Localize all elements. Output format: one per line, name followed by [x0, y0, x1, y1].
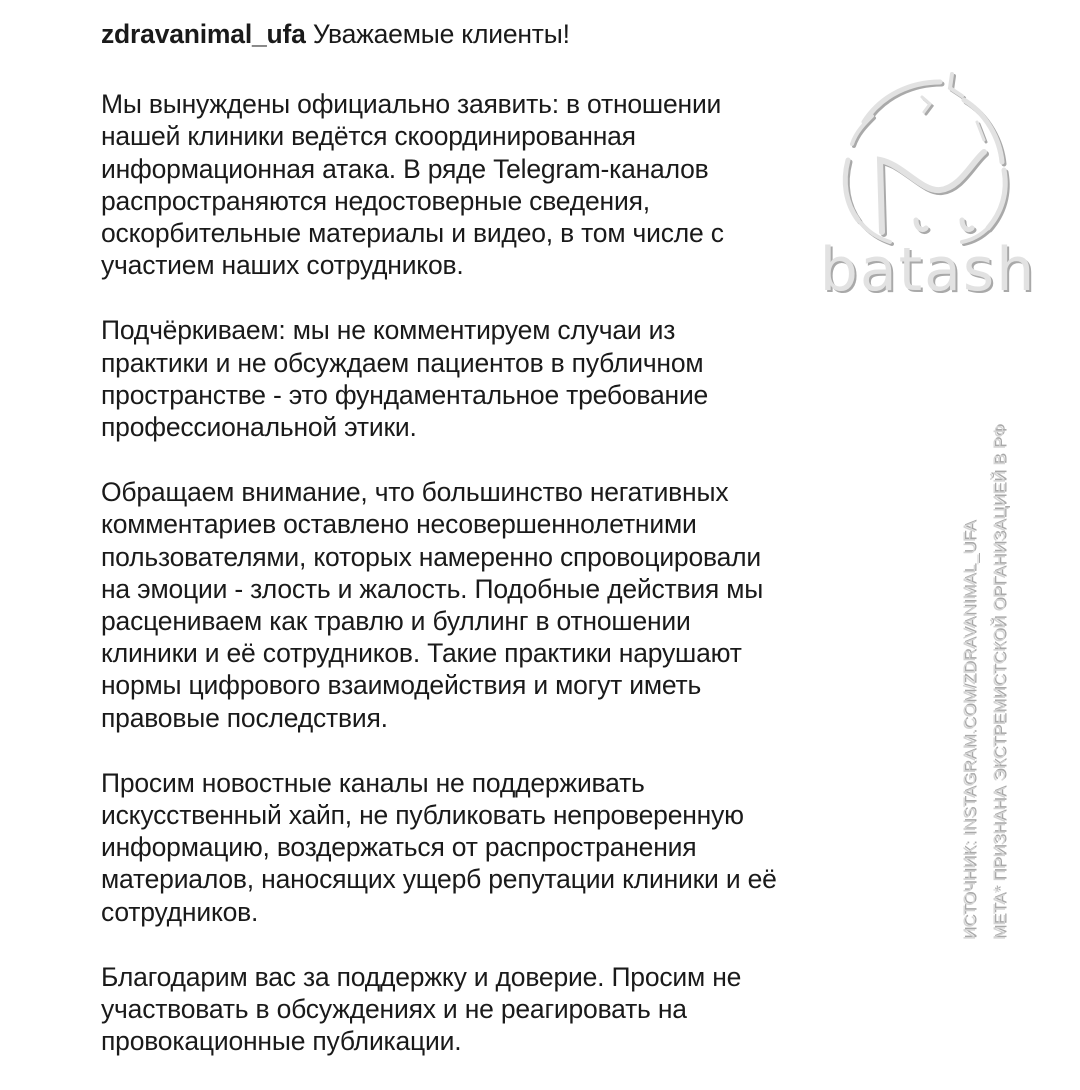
text-line: клиники и её сотрудников. Такие практики нарушают [101, 638, 742, 669]
text-line: комментариев оставлено несовершеннолетними [101, 509, 697, 540]
text-line: сотрудников. [101, 896, 259, 927]
paragraph-thanks [101, 961, 861, 1058]
text-line: Обращаем внимание, что большинство негативных [101, 477, 729, 508]
text-line: нормы цифрового взаимодействия и могут иметь [101, 670, 702, 701]
source-watermark [955, 340, 1015, 940]
text-line: практики и не обсуждаем пациентов в публичном [101, 347, 704, 378]
text-line: искусственный хайп, не публиковать непроверенную [101, 800, 744, 831]
text-line: материалов, наносящих ущерб репутации клиники и её [101, 864, 777, 895]
text-line: участвовать в обсуждениях и не реагировать на [101, 994, 687, 1025]
text-line: пользователями, которых намеренно спровоцировали [101, 541, 761, 572]
text-line: профессиональной этики. [101, 412, 417, 443]
text-line: провокационные публикации. [101, 1026, 462, 1057]
text-line: распространяются недостоверные сведения, [101, 185, 650, 216]
meta-disclaimer: META* ПРИЗНАНА ЭКСТРЕМИСТСКОЙ ОРГАНИЗАЦИЕЙ В РФ [990, 424, 1009, 940]
batash-brand-text: batash [819, 235, 1037, 297]
text-line: информационная атака. В ряде Telegram-каналов [101, 153, 709, 184]
source-credit: ИСТОЧНИК: INSTAGRAM.COM/ZDRAVANIMAL_UFA [960, 520, 979, 940]
post-caption [101, 18, 861, 1090]
batash-logo-icon [812, 52, 1044, 297]
text-line: участием наших сотрудников. [101, 250, 464, 281]
text-line: Просим новостные каналы не поддерживать [101, 767, 645, 798]
text-line: на эмоции - злость и жалость. Подобные действия мы [101, 573, 764, 604]
greeting-text: Уважаемые клиенты! [312, 19, 570, 49]
text-line: расцениваем как травлю и буллинг в отношении [101, 606, 691, 637]
paragraph-ethics [101, 314, 861, 443]
text-line: оскорбительные материалы и видео, в том числе с [101, 218, 724, 249]
text-line: информацию, воздержаться от распространения [101, 832, 697, 863]
text-line: Подчёркиваем: мы не комментируем случаи из [101, 315, 676, 346]
paragraph-statement [101, 88, 861, 281]
text-line: Мы вынуждены официально заявить: в отношении [101, 89, 722, 120]
text-line: Благодарим вас за поддержку и доверие. Просим не [101, 961, 742, 992]
caption-header [101, 18, 861, 50]
paragraph-comments [101, 476, 861, 734]
username-link[interactable]: zdravanimal_ufa [101, 19, 306, 49]
text-line: пространстве - это фундаментальное требование [101, 379, 709, 410]
batash-watermark [812, 52, 1044, 297]
text-line: правовые последствия. [101, 702, 388, 733]
text-line: нашей клиники ведётся скоординированная [101, 121, 636, 152]
paragraph-news-request [101, 767, 861, 928]
